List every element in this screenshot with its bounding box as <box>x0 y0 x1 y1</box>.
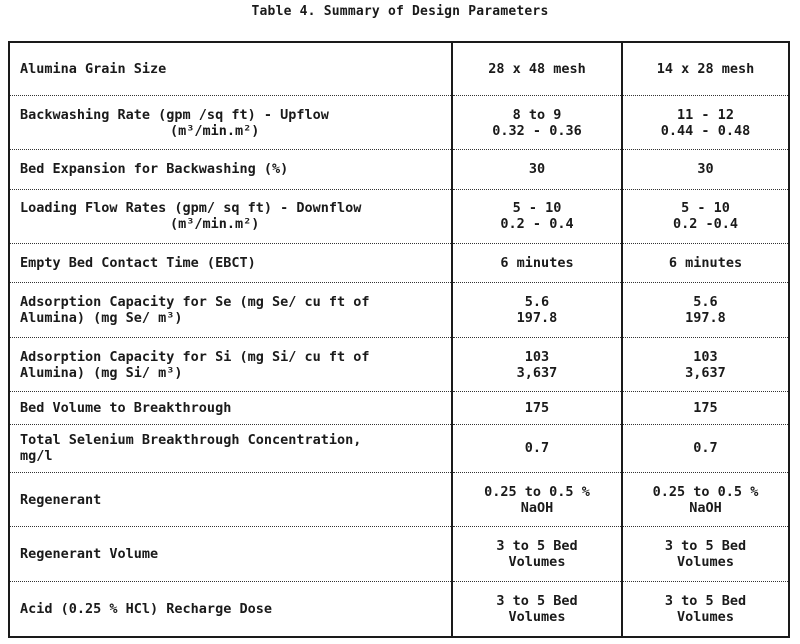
value-cell-28x48 <box>452 472 622 527</box>
cell-line: 0.7 <box>524 440 550 457</box>
cell-line: 30 <box>697 161 714 178</box>
cell-line: 5 - 10 <box>681 200 730 217</box>
cell-line: Bed Volume to Breakthrough <box>20 400 232 417</box>
cell-line: mg/l <box>20 448 53 465</box>
cell-line: Acid (0.25 % HCl) Recharge Dose <box>20 600 272 617</box>
cell-line: 6 minutes <box>668 255 743 272</box>
cell-line: Loading Flow Rates (gpm/ sq ft) - Downflow <box>20 200 362 217</box>
parameter-cell <box>10 189 452 244</box>
cell-line: Alumina Grain Size <box>20 60 167 77</box>
cell-line: Backwashing Rate (gpm /sq ft) - Upflow <box>20 106 329 123</box>
parameter-cell <box>10 581 452 636</box>
design-parameters-table <box>8 41 790 638</box>
value-cell-14x28 <box>622 95 788 150</box>
parameter-cell <box>10 244 452 283</box>
value-cell-14x28 <box>622 283 788 338</box>
parameter-cell <box>10 424 452 472</box>
table-body <box>10 43 788 636</box>
cell-line: 5.6 <box>524 294 550 311</box>
cell-line: Volumes <box>508 554 566 571</box>
cell-line: 8 to 9 <box>512 106 562 123</box>
table-row <box>10 527 788 582</box>
cell-line: (m³/min.m²) <box>170 122 260 139</box>
cell-line: NaOH <box>520 499 554 516</box>
cell-line: 197.8 <box>516 310 558 327</box>
parameter-cell <box>10 283 452 338</box>
cell-line: Volumes <box>677 608 734 625</box>
value-cell-14x28 <box>622 337 788 392</box>
value-cell-14x28 <box>622 43 788 95</box>
cell-line: 0.44 - 0.48 <box>660 122 751 139</box>
cell-line: 11 - 12 <box>677 106 734 123</box>
parameter-cell <box>10 337 452 392</box>
cell-line: 3,637 <box>685 364 726 381</box>
table-row <box>10 283 788 338</box>
cell-line: 3 to 5 Bed <box>664 538 747 555</box>
table-row <box>10 244 788 283</box>
cell-line: 0.2 -0.4 <box>672 216 739 233</box>
value-cell-14x28 <box>622 392 788 425</box>
cell-line: 3,637 <box>516 364 558 381</box>
cell-line: 0.2 - 0.4 <box>500 216 574 233</box>
cell-line: 0.25 to 0.5 % <box>484 483 590 500</box>
table-row <box>10 95 788 150</box>
cell-line: 0.7 <box>693 440 718 457</box>
cell-line: Regenerant Volume <box>20 546 159 563</box>
cell-line: Adsorption Capacity for Se (mg Se/ cu ft of <box>20 294 370 311</box>
value-cell-14x28 <box>622 581 788 636</box>
value-cell-28x48 <box>452 283 622 338</box>
parameter-cell <box>10 150 452 189</box>
cell-line: Adsorption Capacity for Si (mg Si/ cu ft of <box>20 348 370 365</box>
value-cell-14x28 <box>622 150 788 189</box>
cell-line: 175 <box>524 400 550 417</box>
value-cell-14x28 <box>622 472 788 527</box>
table-row <box>10 424 788 472</box>
table-row <box>10 337 788 392</box>
value-cell-28x48 <box>452 424 622 472</box>
value-cell-14x28 <box>622 424 788 472</box>
value-cell-28x48 <box>452 527 622 582</box>
parameter-cell <box>10 527 452 582</box>
cell-line: Empty Bed Contact Time (EBCT) <box>20 255 256 272</box>
cell-line: Volumes <box>677 554 734 571</box>
table-row <box>10 392 788 425</box>
cell-line: Volumes <box>508 608 566 625</box>
cell-line: 103 <box>693 348 718 365</box>
cell-line: Alumina) (mg Si/ m³) <box>20 364 183 381</box>
cell-line: 3 to 5 Bed <box>496 592 578 609</box>
parameter-cell <box>10 472 452 527</box>
column-header: 14 x 28 mesh <box>656 60 755 77</box>
value-cell-28x48 <box>452 392 622 425</box>
value-cell-14x28 <box>622 244 788 283</box>
value-cell-28x48 <box>452 189 622 244</box>
cell-line: 6 minutes <box>500 255 574 272</box>
cell-line: 5.6 <box>693 294 718 311</box>
parameter-cell <box>10 392 452 425</box>
value-cell-28x48 <box>452 337 622 392</box>
value-cell-28x48 <box>452 150 622 189</box>
value-cell-28x48 <box>452 95 622 150</box>
cell-line: (m³/min.m²) <box>170 216 260 233</box>
column-header: 28 x 48 mesh <box>488 60 586 77</box>
table-row <box>10 189 788 244</box>
cell-line: Regenerant <box>20 491 102 508</box>
table-row <box>10 150 788 189</box>
value-cell-28x48 <box>452 244 622 283</box>
value-cell-14x28 <box>622 527 788 582</box>
cell-line: 3 to 5 Bed <box>664 592 747 609</box>
table-title: Table 4. Summary of Design Parameters <box>251 4 549 19</box>
cell-line: 0.25 to 0.5 % <box>652 483 759 500</box>
table-row <box>10 472 788 527</box>
value-cell-14x28 <box>622 189 788 244</box>
table-row <box>10 581 788 636</box>
cell-line: 5 - 10 <box>512 200 562 217</box>
cell-line: Total Selenium Breakthrough Concentration, <box>20 432 362 449</box>
cell-line: Bed Expansion for Backwashing (%) <box>20 161 289 178</box>
parameter-cell <box>10 43 452 95</box>
value-cell-28x48 <box>452 43 622 95</box>
cell-line: 3 to 5 Bed <box>496 538 578 555</box>
value-cell-28x48 <box>452 581 622 636</box>
table-row <box>10 43 788 95</box>
cell-line: NaOH <box>689 499 722 516</box>
cell-line: Alumina) (mg Se/ m³) <box>20 310 183 327</box>
cell-line: 103 <box>524 348 550 365</box>
cell-line: 30 <box>528 161 546 178</box>
cell-line: 175 <box>693 400 718 417</box>
parameter-cell <box>10 95 452 150</box>
cell-line: 0.32 - 0.36 <box>492 122 582 139</box>
cell-line: 197.8 <box>685 310 726 327</box>
